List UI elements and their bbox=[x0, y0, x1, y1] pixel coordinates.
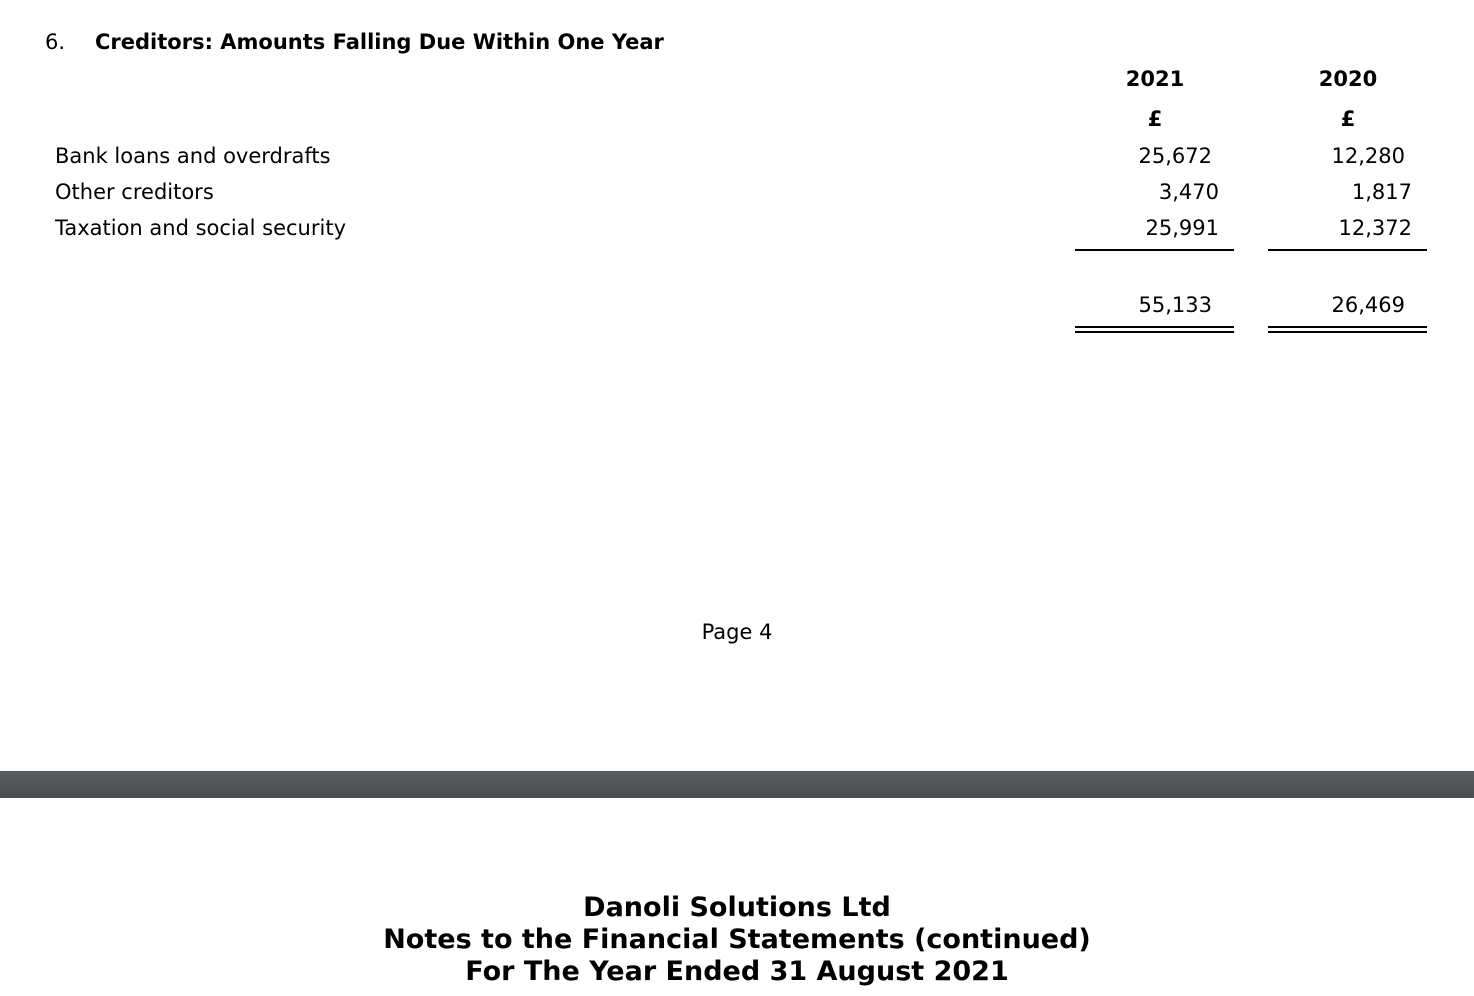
subtotal-rule-2021 bbox=[1075, 249, 1234, 251]
row-label-bank-loans: Bank loans and overdrafts bbox=[55, 144, 331, 168]
row-label-taxation: Taxation and social security bbox=[55, 216, 346, 240]
row-value-taxation-2021: 25,991 bbox=[1145, 216, 1219, 240]
row-value-bank-loans-2020: 12,280 bbox=[1331, 144, 1405, 168]
column-currency-2020: £ bbox=[1340, 107, 1356, 131]
company-name: Danoli Solutions Ltd bbox=[583, 892, 891, 923]
note-number: 6. bbox=[45, 30, 66, 54]
row-value-taxation-2020: 12,372 bbox=[1338, 216, 1412, 240]
statements-subtitle: Notes to the Financial Statements (continued) bbox=[383, 924, 1091, 955]
column-year-2021: 2021 bbox=[1125, 67, 1185, 91]
row-value-bank-loans-2021: 25,672 bbox=[1138, 144, 1212, 168]
page-number: Page 4 bbox=[701, 620, 773, 644]
total-2020: 26,469 bbox=[1331, 293, 1405, 317]
column-currency-2021: £ bbox=[1147, 107, 1163, 131]
page-separator bbox=[0, 771, 1474, 798]
total-2021: 55,133 bbox=[1138, 293, 1212, 317]
row-value-other-creditors-2021: 3,470 bbox=[1158, 180, 1219, 204]
next-page bbox=[0, 798, 1474, 996]
total-double-rule-2020 bbox=[1268, 326, 1427, 333]
period-line: For The Year Ended 31 August 2021 bbox=[465, 956, 1009, 987]
row-value-other-creditors-2020: 1,817 bbox=[1351, 180, 1412, 204]
row-label-other-creditors: Other creditors bbox=[55, 180, 214, 204]
subtotal-rule-2020 bbox=[1268, 249, 1427, 251]
column-year-2020: 2020 bbox=[1318, 67, 1378, 91]
note-title: Creditors: Amounts Falling Due Within One Year bbox=[95, 30, 664, 54]
total-double-rule-2021 bbox=[1075, 326, 1234, 333]
